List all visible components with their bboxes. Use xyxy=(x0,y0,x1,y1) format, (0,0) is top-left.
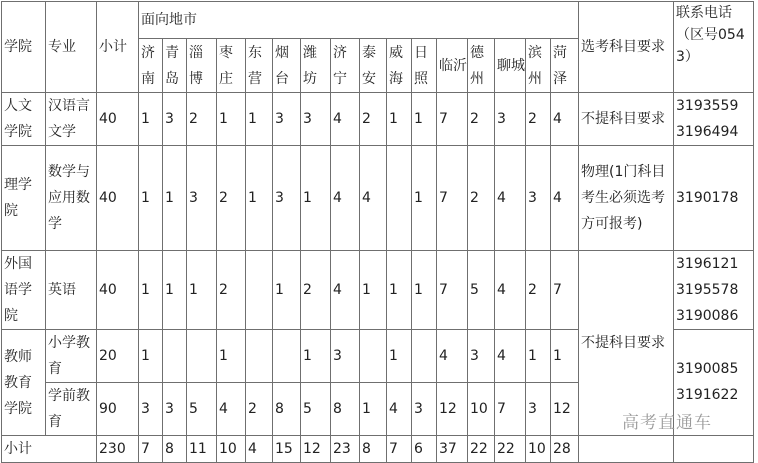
city-count: 8 xyxy=(331,383,360,436)
city-count: 1 xyxy=(387,93,412,146)
city-count: 1 xyxy=(139,146,163,251)
city-count: 1 xyxy=(360,251,387,330)
city-count: 1 xyxy=(163,251,187,330)
city-count: 1 xyxy=(246,93,273,146)
city-count: 1 xyxy=(526,330,551,383)
city-count xyxy=(187,330,217,383)
total-city-count: 15 xyxy=(273,436,301,463)
subject-req-lixue: 物理(1门科目考生必须选考方可报考) xyxy=(579,146,674,251)
header-region: 面向地市 xyxy=(139,2,579,39)
city-count: 7 xyxy=(437,93,468,146)
city-header: 枣庄 xyxy=(217,39,246,93)
table-row xyxy=(2,146,754,251)
city-count: 4 xyxy=(331,146,360,251)
city-count: 4 xyxy=(331,251,360,330)
city-count: 1 xyxy=(139,251,163,330)
city-count: 1 xyxy=(217,93,246,146)
city-count: 2 xyxy=(217,251,246,330)
subtotal-cell: 40 xyxy=(97,146,139,251)
city-count: 1 xyxy=(387,251,412,330)
city-header: 淄博 xyxy=(187,39,217,93)
total-city-count: 23 xyxy=(331,436,360,463)
city-count: 5 xyxy=(187,383,217,436)
city-count: 1 xyxy=(360,383,387,436)
major-cell: 英语 xyxy=(46,251,97,330)
city-count: 12 xyxy=(437,383,468,436)
city-header: 泰安 xyxy=(360,39,387,93)
city-header: 济南 xyxy=(139,39,163,93)
city-count: 7 xyxy=(437,251,468,330)
phone-number: 3190178 xyxy=(676,190,739,206)
major-cell: 小学教育 xyxy=(46,330,97,383)
city-header: 济宁 xyxy=(331,39,360,93)
total-city-count: 12 xyxy=(301,436,331,463)
total-city-count: 22 xyxy=(495,436,526,463)
city-count: 2 xyxy=(468,146,495,251)
subject-req-renwen: 不提科目要求 xyxy=(579,93,674,146)
city-count: 1 xyxy=(551,330,579,383)
city-count: 1 xyxy=(139,93,163,146)
city-header: 威海 xyxy=(387,39,412,93)
city-header: 滨州 xyxy=(526,39,551,93)
enrollment-table xyxy=(1,1,754,463)
phone-number: 3190085 xyxy=(676,361,739,377)
total-city-count: 8 xyxy=(360,436,387,463)
total-city-count: 7 xyxy=(139,436,163,463)
phone-waiguoyu xyxy=(674,251,754,330)
city-count: 4 xyxy=(331,93,360,146)
city-count: 3 xyxy=(526,146,551,251)
city-count: 3 xyxy=(301,93,331,146)
city-count xyxy=(273,330,301,383)
city-header: 烟台 xyxy=(273,39,301,93)
city-count: 10 xyxy=(468,383,495,436)
city-count: 3 xyxy=(187,146,217,251)
city-count: 4 xyxy=(437,330,468,383)
city-count: 3 xyxy=(468,330,495,383)
city-count: 2 xyxy=(468,93,495,146)
college-jiaoshi: 教师教育学院 xyxy=(2,330,46,436)
phone-number: 3196494 xyxy=(676,124,739,140)
major-cell: 数学与应用数学 xyxy=(46,146,97,251)
phone-number: 3191622 xyxy=(676,387,739,403)
total-subtotal: 230 xyxy=(97,436,139,463)
city-count: 1 xyxy=(412,93,437,146)
total-city-count: 8 xyxy=(163,436,187,463)
total-city-count: 22 xyxy=(468,436,495,463)
header-college: 学院 xyxy=(2,2,46,93)
header-contact: 联系电话（区号0543） xyxy=(674,2,754,93)
city-count xyxy=(412,330,437,383)
total-city-count: 10 xyxy=(217,436,246,463)
subtotal-cell: 20 xyxy=(97,330,139,383)
city-count: 2 xyxy=(526,93,551,146)
city-count: 7 xyxy=(437,146,468,251)
city-count: 1 xyxy=(412,251,437,330)
city-count: 2 xyxy=(526,251,551,330)
city-count: 1 xyxy=(387,330,412,383)
subtotal-cell: 40 xyxy=(97,251,139,330)
city-count: 4 xyxy=(495,251,526,330)
total-city-count: 6 xyxy=(412,436,437,463)
city-count: 12 xyxy=(551,383,579,436)
city-header: 潍坊 xyxy=(301,39,331,93)
city-count: 4 xyxy=(360,146,387,251)
city-count: 8 xyxy=(273,383,301,436)
city-count: 4 xyxy=(495,330,526,383)
college-renwen: 人文学院 xyxy=(2,93,46,146)
city-count xyxy=(246,330,273,383)
city-count: 1 xyxy=(301,146,331,251)
city-count: 3 xyxy=(526,383,551,436)
city-count: 5 xyxy=(468,251,495,330)
city-count xyxy=(360,330,387,383)
city-count: 3 xyxy=(163,383,187,436)
city-count: 1 xyxy=(301,330,331,383)
city-count: 3 xyxy=(331,330,360,383)
major-cell: 汉语言文学 xyxy=(46,93,97,146)
city-header: 日照 xyxy=(412,39,437,93)
college-lixue: 理学院 xyxy=(2,146,46,251)
city-count: 2 xyxy=(360,93,387,146)
city-count: 7 xyxy=(495,383,526,436)
subtotal-cell: 40 xyxy=(97,93,139,146)
total-label: 小计 xyxy=(2,436,97,463)
total-city-count: 10 xyxy=(526,436,551,463)
city-count: 1 xyxy=(139,330,163,383)
city-count xyxy=(387,146,412,251)
city-header: 聊城 xyxy=(495,39,526,93)
phone-number: 3196121 xyxy=(676,256,739,272)
city-count: 1 xyxy=(217,330,246,383)
phone-number: 3193559 xyxy=(676,98,739,114)
header-major: 专业 xyxy=(46,2,97,93)
city-count: 2 xyxy=(301,251,331,330)
college-waiguoyu: 外国语学院 xyxy=(2,251,46,330)
phone-number: 3190086 xyxy=(676,308,739,324)
subtotal-cell: 90 xyxy=(97,383,139,436)
header-subject-req: 选考科目要求 xyxy=(579,2,674,93)
city-count: 2 xyxy=(187,93,217,146)
total-city-count: 4 xyxy=(246,436,273,463)
city-count: 3 xyxy=(412,383,437,436)
city-count: 1 xyxy=(187,251,217,330)
total-city-count: 37 xyxy=(437,436,468,463)
major-cell: 学前教育 xyxy=(46,383,97,436)
total-city-count: 11 xyxy=(187,436,217,463)
city-header: 菏泽 xyxy=(551,39,579,93)
header-subtotal: 小计 xyxy=(97,2,139,93)
table-row xyxy=(2,93,754,146)
city-count: 1 xyxy=(273,251,301,330)
city-header: 临沂 xyxy=(437,39,468,93)
city-count: 4 xyxy=(387,383,412,436)
total-subject-empty xyxy=(579,436,674,463)
city-count: 4 xyxy=(551,93,579,146)
total-city-count: 28 xyxy=(551,436,579,463)
city-count: 1 xyxy=(163,146,187,251)
phone-lixue xyxy=(674,146,754,251)
subject-req-others: 不提科目要求 xyxy=(579,251,674,436)
city-count: 4 xyxy=(551,146,579,251)
city-header: 东营 xyxy=(246,39,273,93)
city-header: 德州 xyxy=(468,39,495,93)
total-phone-empty xyxy=(674,436,754,463)
city-count: 7 xyxy=(551,251,579,330)
city-count: 4 xyxy=(495,146,526,251)
city-count: 4 xyxy=(217,383,246,436)
city-count: 3 xyxy=(495,93,526,146)
city-header: 青岛 xyxy=(163,39,187,93)
city-count xyxy=(246,251,273,330)
table-row xyxy=(2,251,754,330)
total-row xyxy=(2,436,754,463)
phone-number: 3195578 xyxy=(676,282,739,298)
city-count: 3 xyxy=(139,383,163,436)
watermark: 高考直通车 xyxy=(622,413,712,433)
city-count: 3 xyxy=(163,93,187,146)
city-count xyxy=(163,330,187,383)
city-count: 3 xyxy=(273,93,301,146)
total-city-count: 7 xyxy=(387,436,412,463)
city-count: 3 xyxy=(273,146,301,251)
city-count: 1 xyxy=(246,146,273,251)
city-count: 2 xyxy=(217,146,246,251)
city-count: 1 xyxy=(412,146,437,251)
phone-renwen xyxy=(674,93,754,146)
city-count: 2 xyxy=(246,383,273,436)
city-count: 5 xyxy=(301,383,331,436)
